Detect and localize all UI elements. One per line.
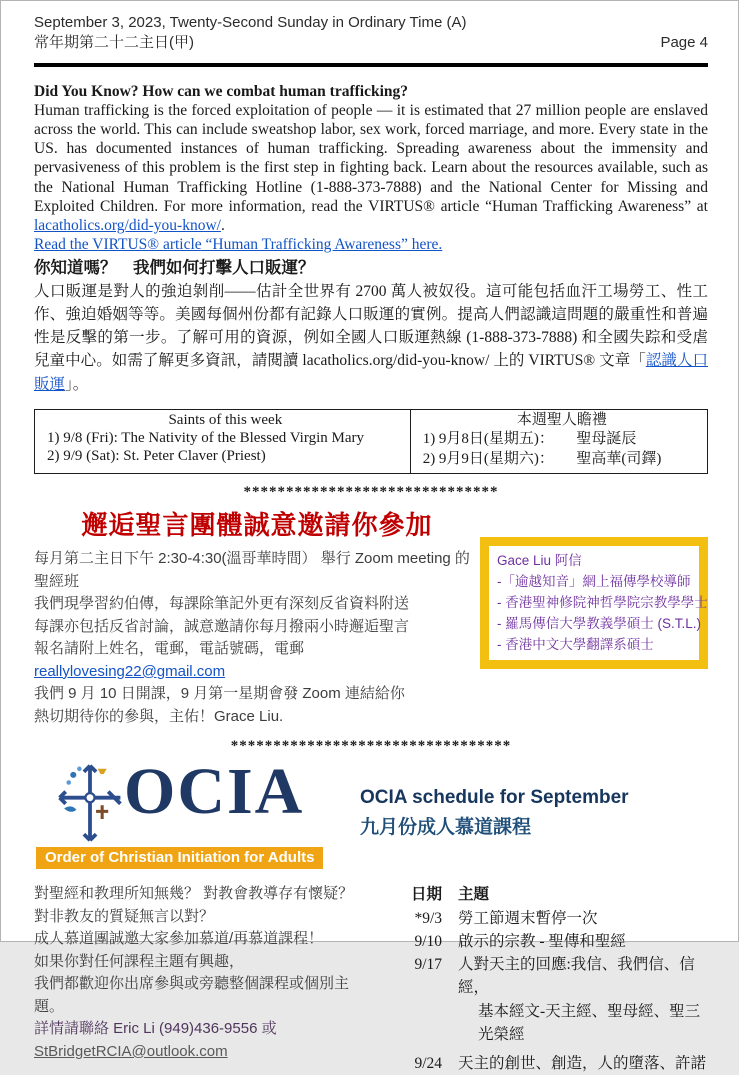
trafficking-body-text: Human trafficking is the forced exploitation of people — it is estimated that 27 million people are enslaved across the world. This can include sweatshop labor, sex work, forced marriage, and more. Every state in the US. has documented instances of human trafficking. Spreading awareness about the immensity and pervasiveness of this problem is the first step in fighting back. Learn about the resources available, such as the National Human Trafficking Hotline (1-888-373-7888) and the National Center for Missing and Exploited Children. For more information, read the VIRTUS® article “Human Trafficking Awareness” at xyxy=(34,101,708,215)
header-title-en: September 3, 2023, Twenty-Second Sunday in Ordinary Time (A) xyxy=(34,14,467,31)
ocia-section-top xyxy=(34,755,708,869)
ocia-intro-line-3: 成人慕道團誠邀大家參加慕道/再慕道課程！ xyxy=(34,930,324,948)
schedule-date: *9/3 xyxy=(414,909,442,927)
ocia-logo-block xyxy=(34,755,346,869)
trafficking-section xyxy=(34,82,708,396)
schedule-row-1 xyxy=(394,907,708,930)
read-article-link[interactable]: Read the VIRTUS® article “Human Trafficking Awareness” here. xyxy=(34,236,443,254)
ocia-contact-email-link[interactable]: StBridgetRCIA@outlook.com xyxy=(34,1042,228,1060)
saints-item-en-1: 1) 9/8 (Fri): The Nativity of the Blessed Virgin Mary xyxy=(47,430,364,447)
trafficking-zh-text: 人口販運是對人的強迫剝削——估計全世界有 2700 萬人被奴役。這可能包括血汗工場勞工、性工作、強迫婚姻等等。美國每個州份都有記錄人口販運的實例。提高人們認識這問題的嚴重性和普遍性是反擊的第一步。了解可用的資源，例如全國人口販運熱線 (1-888-373-7888) 和全國失踪和受虐兒童中心。如需了解更多資訊，請閱讀 lacatholics.org/did-you-know/ 上的 VIRTUS® 文章「 xyxy=(34,282,708,370)
schedule-topic: 人對天主的回應:我信、我們信、信經， xyxy=(458,956,695,997)
ocia-intro-column xyxy=(34,883,370,1075)
page-number: Page 4 xyxy=(660,34,708,52)
encounter-line-5: 我們 9 月 10 日開課，9 月第一星期會發 Zoom 連結給你 xyxy=(34,685,405,703)
saints-item-zh-1: 1) 9月8日(星期五)： 聖母誕辰 xyxy=(422,431,637,448)
schedule-date: 9/17 xyxy=(414,956,442,974)
encounter-line-6: 熱切期待你的參與，主佑！Grace Liu. xyxy=(34,707,284,725)
schedule-header-row xyxy=(394,883,708,906)
encounter-line-4: 報名請附上姓名，電郵，電話號碼，電郵 xyxy=(34,640,305,658)
credential-1: -「逾越知音」網上福傳學校導師 xyxy=(497,574,691,590)
table-row xyxy=(35,409,708,474)
ocia-intro-line-1: 對聖經和教理所知無幾？ 對教會教導存有懷疑？ xyxy=(34,885,354,903)
ocia-intro-line-4: 如果你對任何課程主題有興趣， xyxy=(34,952,245,970)
schedule-date: 9/10 xyxy=(414,932,442,950)
schedule-date: 9/24 xyxy=(414,1055,442,1073)
trafficking-heading-zh: 你知道嗎？ 我們如何打擊人口販運？ xyxy=(34,258,315,278)
trafficking-body-period: . xyxy=(220,217,225,235)
saints-item-en-2: 2) 9/9 (Sat): St. Peter Claver (Priest) xyxy=(47,448,266,465)
schedule-row-3 xyxy=(394,953,708,1000)
ocia-schedule-list xyxy=(394,883,708,1075)
trafficking-heading-en: Did You Know? How can we combat human trafficking? xyxy=(34,82,409,100)
credential-2: - 香港聖神修院神哲學院宗教學學士 xyxy=(497,595,708,611)
ocia-schedule-title-zh: 九月份成人慕道課程 xyxy=(360,817,532,839)
header-titles xyxy=(34,13,466,54)
trafficking-paragraph-zh xyxy=(34,280,708,396)
encounter-line-2: 我們現學習約伯傳，每課除筆記外更有深刻反省資料附送 xyxy=(34,595,410,613)
instructor-credentials-box xyxy=(480,537,708,669)
credential-3: - 羅馬傳信大學教義學碩士 (S.T.L.) xyxy=(497,616,702,632)
saints-header-en: Saints of this week xyxy=(168,411,283,428)
ocia-intro-line-5: 我們都歡迎你出席參與或旁聽整個課程或個別主題。 xyxy=(34,975,350,1015)
encounter-heading: 邂逅聖言團體誠意邀請你參加 xyxy=(81,510,433,541)
encounter-left-column xyxy=(34,505,470,728)
schedule-topic: 啟示的宗教 - 聖傳和聖經 xyxy=(458,932,626,950)
ocia-logo-word: OCIA xyxy=(124,755,305,829)
instructor-name: Gace Liu 阿信 xyxy=(497,553,582,569)
asterisk-separator-2: ********************************* xyxy=(230,738,512,755)
ocia-banner: Order of Christian Initiation for Adults xyxy=(36,847,323,869)
asterisk-separator-1: ****************************** xyxy=(243,484,499,501)
saints-cell-zh xyxy=(410,409,707,474)
header-divider xyxy=(34,63,708,67)
header-title-zh: 常年期第二十二主日(甲) xyxy=(34,34,194,52)
encounter-email-link[interactable]: reallylovesing22@gmail.com xyxy=(34,662,226,680)
trafficking-zh-tail: 」。 xyxy=(65,375,89,393)
schedule-row-2 xyxy=(394,930,708,953)
saints-item-zh-2: 2) 9月9日(星期六)： 聖高華(司鐸) xyxy=(422,450,662,467)
schedule-col-topic: 主題 xyxy=(458,886,490,904)
schedule-row-4 xyxy=(394,1052,708,1075)
saints-header-zh: 本週聖人瞻禮 xyxy=(516,411,607,428)
schedule-col-date: 日期 xyxy=(410,886,442,904)
page-header xyxy=(34,13,708,54)
saints-cell-en xyxy=(35,409,411,474)
encounter-line-3: 每課亦包括反省討論，誠意邀請你每月撥兩小時邂逅聖言 xyxy=(34,617,410,635)
ocia-contact-line: 詳情請聯絡 Eric Li (949)436-9556 或 xyxy=(34,1020,277,1038)
ocia-schedule-title-en: OCIA schedule for September xyxy=(360,787,629,809)
ocia-intro-line-2: 對非教友的質疑無言以對？ xyxy=(34,907,215,925)
encounter-section xyxy=(34,505,708,728)
saints-table xyxy=(34,409,708,475)
lacatholics-link[interactable]: lacatholics.org/did-you-know/ xyxy=(34,217,221,235)
schedule-topic: 天主的創世、創造，人的墮落、許諾 xyxy=(458,1055,707,1073)
ocia-schedule-titles xyxy=(360,787,629,869)
virtus-article-zh-link[interactable]: 認識人口販運 xyxy=(34,352,708,393)
schedule-topic: 勞工節週末暫停一次 xyxy=(458,909,598,927)
ocia-section-bottom xyxy=(34,883,708,1075)
encounter-line-1: 每月第二主日下午 2:30-4:30(溫哥華時間） 舉行 Zoom meeting 的聖經班 xyxy=(34,550,470,590)
schedule-row-3-continued: 基本經文-天主經、聖母經、聖三光榮經 xyxy=(478,1002,701,1043)
ocia-cross-icon xyxy=(52,761,128,845)
credential-4: - 香港中文大學翻譯系碩士 xyxy=(497,637,654,652)
trafficking-paragraph-en xyxy=(34,101,708,236)
